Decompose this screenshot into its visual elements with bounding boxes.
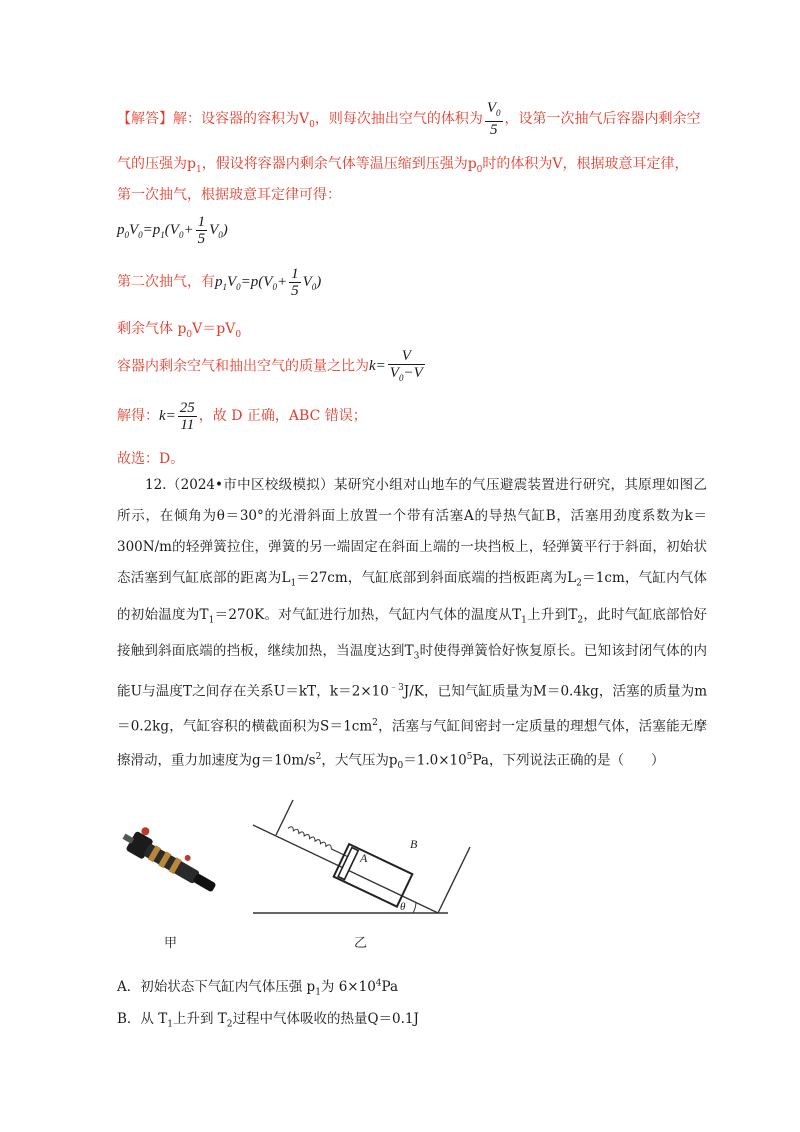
equation-boyle-2: $p_1V_0=p(V_0+$ $\frac{1}{5}$ $V_0$) (215, 266, 322, 299)
equation-boyle-1: $p_0V_0=p_1(V_0+$ $\frac{1}{5}$ $V_0$) (117, 214, 228, 247)
shock-absorber-image (108, 822, 228, 922)
solution-line-8: 解得：k= $\frac{25}{11}$ ，故 D 正确，ABC 错误； (117, 400, 367, 433)
solution-line-9: 故选：D。 (117, 451, 185, 467)
solution-line-5: 第二次抽气，有$p_1V_0=p(V_0+$ $\frac{1}{5}$ $V_0$) (117, 266, 322, 299)
label-b: B (410, 837, 418, 851)
option-b: B．从 $T_1$上升到 $T_2$过程中气体吸收的热量Q＝0.1J (117, 1011, 419, 1030)
problem-12-text: 12.（2024•市中区校级模拟）某研究小组对山地车的气压避震装置进行研究，其原理如图乙所示，在倾角为θ＝30°的光滑斜面上放置一个带有活塞A的导热气缸B，活塞用劲度系数为k＝300N/m的轻弹簧拉住，弹簧的另一端固定在斜面上端的一块挡板上，轻弹簧平行于斜面，初始状态活塞到气缸底部的距离为$L_1=27cm$，气缸底部到斜面底端的挡板距离为$L_2=1cm$，气缸内气体的初始温度为$T_1=270K$。对气缸进行加热，气缸内气体的温度从$T_1$上升到$T_2$，此时气缸底部恰好接触到斜面底端的挡板，继续加热，当温度达到$T_3$时使得弹簧恰好恢复原长。已知该封闭气体的内能U与温度T之间存在关系U＝kT，$k=2\times 10^{﹣3}J/K$，已知气缸质量为M＝0.4kg，活塞的质量为m＝0.2kg，气缸容积的横截面积为$S=1cm^2$，活塞与气缸间密封一定质量的理想气体，活塞能无摩擦滑动，重力加速度为$g=10m/s^2$，大气压为$p_0=1.0\times 10^5Pa$，下列说法正确的是（ ） (117, 477, 708, 772)
solution-line-6: 剩余气体 $p_0V=pV_0$ (117, 321, 242, 340)
solution-line-3: 第一次抽气，根据玻意耳定律可得： (117, 187, 341, 203)
label-a: A (360, 851, 368, 865)
fraction-v0-over-5: $\frac{V_0}{5}$ (486, 100, 501, 138)
solution-tag: 【解答】 (117, 111, 173, 127)
caption-yi: 乙 (354, 936, 368, 951)
incline-diagram (248, 795, 478, 920)
solution-line-7: 容器内剩余空气和抽出空气的质量之比为k= $\frac{V}{V_0-V}$ (117, 348, 427, 386)
equation-mass-ratio: k= $\frac{V}{V_0-V}$ (369, 348, 423, 383)
solution-line-2: 气的压强为$p_1$，假设将容器内剩余气体等温压缩到压强为$p_0$时的体积为V，根据玻意耳定律， (117, 156, 689, 175)
label-theta: θ (400, 901, 406, 913)
equation-k-value: k= $\frac{25}{11}$ (159, 400, 195, 433)
problem-number: 12. (145, 477, 167, 493)
problem-source: （2024•市中区校级模拟） (166, 477, 334, 493)
solution-line-1: 【解答】解：设容器的容积为$V_0$，则每次抽出空气的体积为 $\frac{V_0}{5}$ ，设第一次抽气后容器内剩余空 (117, 100, 701, 138)
caption-jia: 甲 (164, 936, 178, 951)
option-a: A．初始状态下气缸内气体压强 $p_1$为 $6\times 10^4Pa$ (117, 978, 399, 998)
